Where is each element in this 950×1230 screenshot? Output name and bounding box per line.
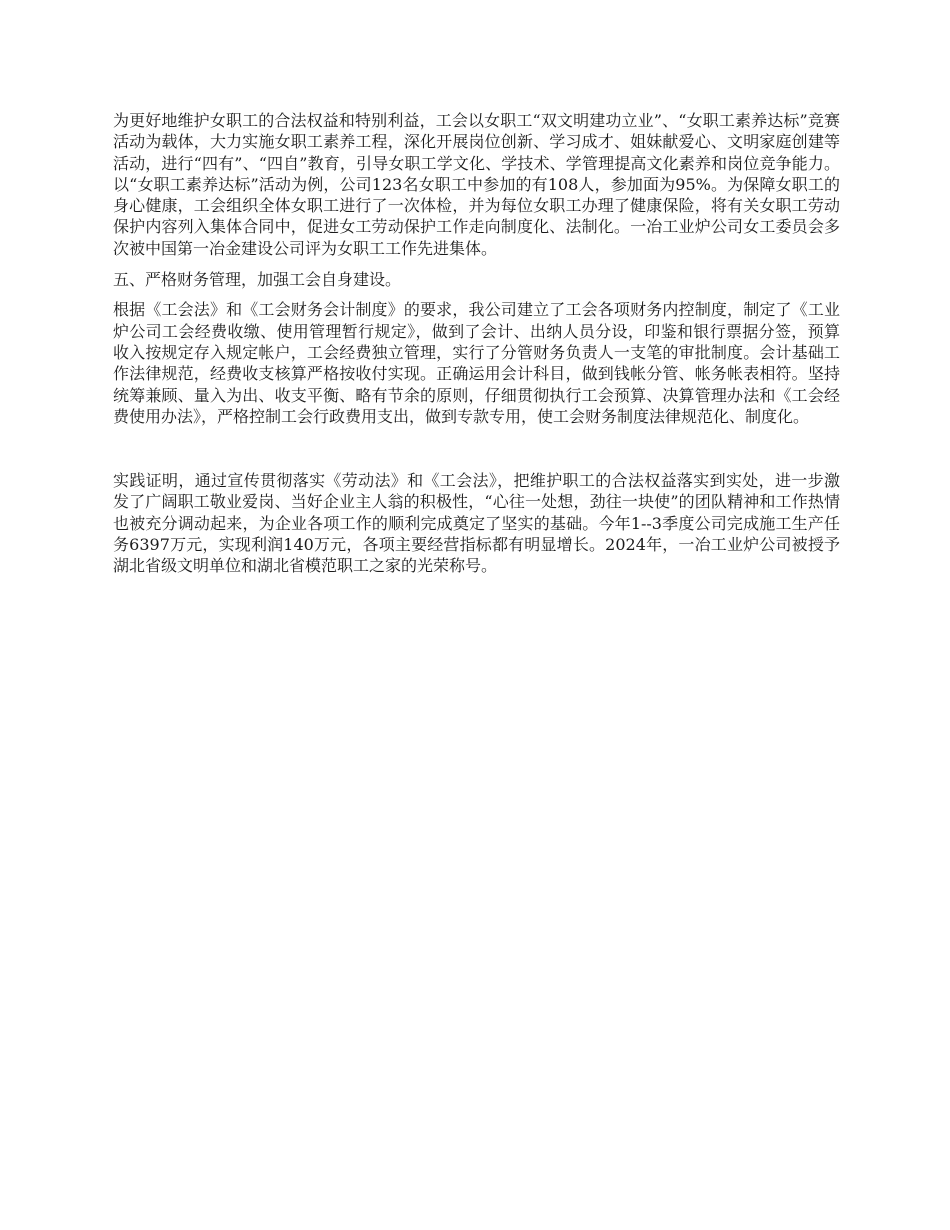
paragraph-conclusion: 实践证明，通过宣传贯彻落实《劳动法》和《工会法》，把维护职工的合法权益落实到实处，进一步激发了广阔职工敬业爱岗、当好企业主人翁的积极性，“心往一处想，劲往一块使”的团队精神和工作热情也被充分调动起来，为企业各项工作的顺利完成奠定了坚实的基础。今年1--3季度公司完成施工生产任务6397万元，实现利润140万元，各项主要经营指标都有明显增长。2024年，一冶工业炉公司被授予湖北省级文明单位和湖北省模范职工之家的光荣称号。 <box>113 471 840 576</box>
paragraph-gap <box>113 427 840 470</box>
section-heading-finance: 五、严格财务管理，加强工会自身建设。 <box>113 270 402 290</box>
document-body <box>113 110 840 577</box>
paragraph-female-workers: 为更好地维护女职工的合法权益和特别利益，工会以女职工“双文明建功立业”、“女职工素养达标”竞赛活动为载体，大力实施女职工素养工程，深化开展岗位创新、学习成才、姐妹献爱心、文明家庭创建等活动，进行“四有”、“四自”教育，引导女职工学文化、学技术、学管理提高文化素养和岗位竞争能力。以“女职工素养达标”活动为例，公司123名女职工中参加的有108人，参加面为95%。为保障女职工的身心健康，工会组织全体女职工进行了一次体检，并为每位女职工办理了健康保险，将有关女职工劳动保护内容列入集体合同中，促进女工劳动保护工作走向制度化、法制化。一冶工业炉公司女工委员会多次被中国第一冶金建设公司评为女职工工作先进集体。 <box>113 111 840 258</box>
paragraph-finance-management: 根据《工会法》和《工会财务会计制度》的要求，我公司建立了工会各项财务内控制度，制定了《工业炉公司工会经费收缴、使用管理暂行规定》，做到了会计、出纳人员分设，印鉴和银行票据分签，预算收入按规定存入规定帐户，工会经费独立管理，实行了分管财务负责人一支笔的审批制度。会计基础工作法律规范，经费收支核算严格按收付实现。正确运用会计科目，做到钱帐分管、帐务帐表相符。坚持统筹兼顾、量入为出、收支平衡、略有节余的原则，仔细贯彻执行工会预算、决算管理办法和《工会经费使用办法》，严格控制工会行政费用支出，做到专款专用，使工会财务制度法律规范化、制度化。 <box>113 300 840 426</box>
